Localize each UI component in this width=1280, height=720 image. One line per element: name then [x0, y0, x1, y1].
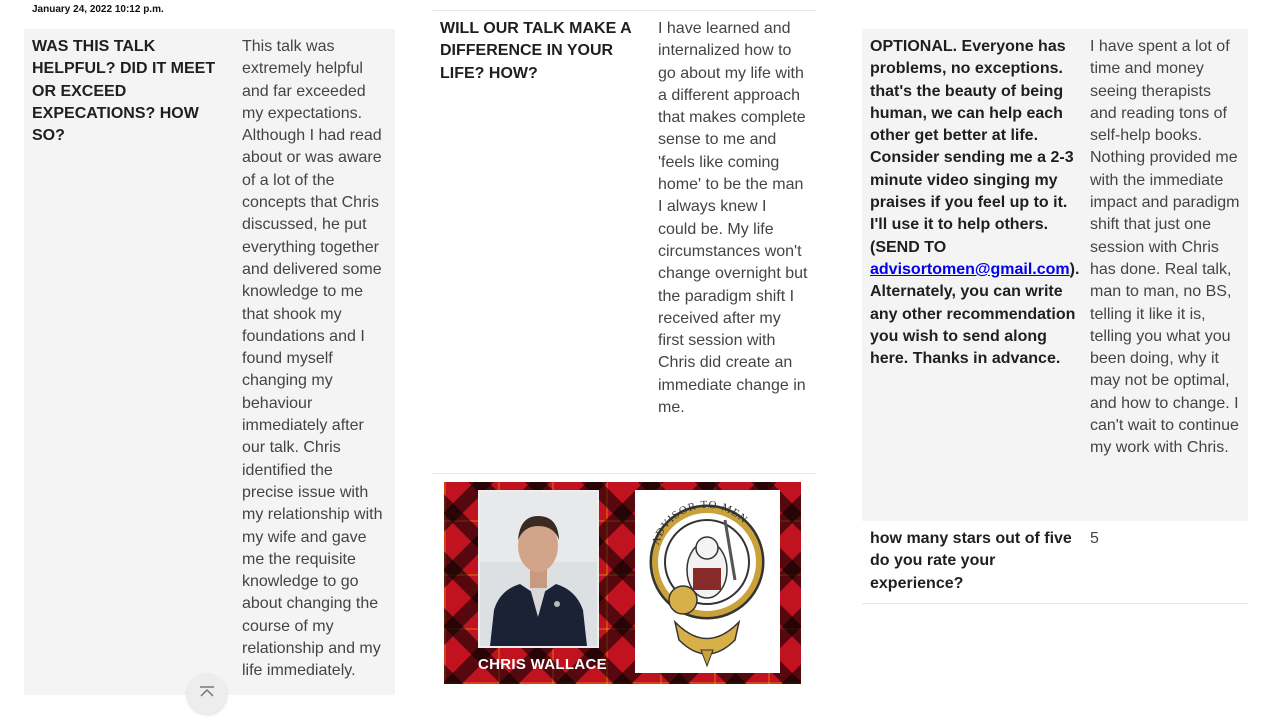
question-helpful: WAS THIS TALK HELPFUL? DID IT MEET OR EXCEED EXPECATIONS? HOW SO?	[32, 38, 216, 145]
question-difference: WILL OUR TALK MAKE A DIFFERENCE IN YOUR LIFE? HOW?	[440, 20, 632, 82]
answer-helpful: This talk was extremely helpful and far exceeded my expectations. Although I had read about or was aware of a lot of the concepts that Chris discussed, he put everything together and delivered some knowledge to me that shook my foundations and I found myself changing my behaviour immediately after our talk. Chris identified the precise issue with my relationship with my wife and gave me the requisite knowledge to go about changing the course of my relationship and my life immediately.	[242, 38, 383, 680]
question-star-rating: how many stars out of five do you rate your experience?	[870, 530, 1072, 592]
question-optional-part2: ). Alternately, you can write any other recommendation you wish to send along here. Thanks in advance.	[870, 260, 1080, 368]
scroll-to-top-button[interactable]	[187, 674, 227, 714]
crest-logo	[635, 490, 780, 673]
chris-wallace-banner	[444, 482, 801, 684]
timestamp: January 24, 2022 10:12 p.m.	[32, 4, 164, 15]
portrait-photo	[478, 490, 599, 648]
svg-text:ADVISOR TO MEN: ADVISOR TO MEN	[649, 498, 751, 547]
answer-difference: I have learned and internalized how to go about my life with a different approach that makes complete sense to me and 'feels like coming home' to be the man I always knew I could be. My life circumstances won't change overnight but the paradigm shift I received after my first session with Chris did create an immediate change in me.	[658, 20, 808, 417]
answer-star-rating: 5	[1090, 530, 1099, 547]
answer-optional: I have spent a lot of time and money seeing therapists and reading tons of self-help books. Nothing provided me with the immediate impact and paradigm shift that just one session with Chris has done. Real talk, man to man, no BS, telling it like it is, telling you what you been doing, why it may not be optimal, and how to change. I can't wait to continue my work with Chris.	[1090, 38, 1240, 457]
question-optional	[870, 36, 1084, 370]
card-bottom-divider	[432, 473, 816, 474]
banner-name-label: CHRIS WALLACE	[478, 656, 607, 673]
chevron-up-icon	[199, 686, 215, 698]
question-optional-part1: OPTIONAL. Everyone has problems, no exceptions. that's the beauty of being human, we can help each other get better at life. Consider sending me a 2-3 minute video singing my praises if you feel up to it. I'll use it to help others. (SEND TO	[870, 38, 1074, 256]
card4-divider	[862, 603, 1248, 604]
email-link[interactable]: advisortomen@gmail.com	[870, 260, 1070, 278]
